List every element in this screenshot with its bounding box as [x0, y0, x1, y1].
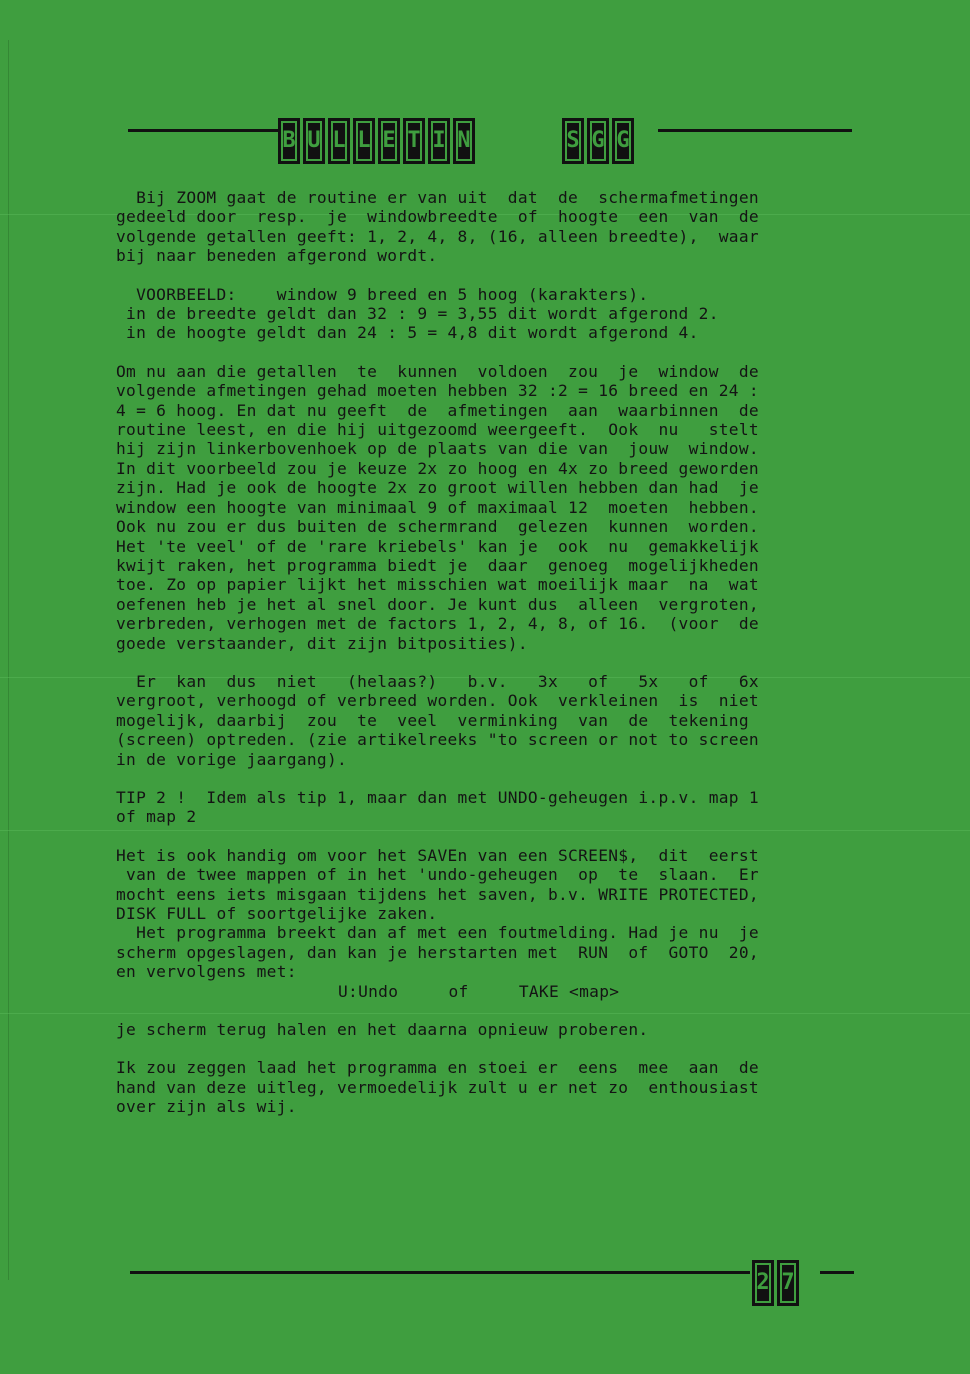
title-letter: L	[328, 118, 350, 164]
bulletin-title	[278, 118, 475, 164]
paragraph-tip-2: TIP 2 ! Idem als tip 1, maar dan met UNDO-geheugen i.p.v. map 1 of map 2	[116, 787, 759, 827]
footer-rule-right	[820, 1271, 854, 1274]
footer-rule-left	[130, 1271, 750, 1274]
article-body	[116, 188, 858, 1117]
command-line: U:Undo of TAKE <map>	[338, 981, 620, 1001]
title-letter: N	[453, 118, 475, 164]
header-rule-right	[658, 129, 852, 132]
title-letter: U	[303, 118, 325, 164]
paragraph-dimensions: Om nu aan die getallen te kunnen voldoen zou je window de volgende afmetingen gehad moeten hebben 32 :2 = 16 breed en 24 : 4 = 6 hoog. En dat nu geeft de afmetingen aan waarbinnen de routine leest, en die hij uitgezoomd weergeeft. Ook nu stelt hij zijn linkerbovenhoek op de plaats van die van jouw window. In dit voorbeeld zou je keuze 2x zo hoog en 4x zo breed geworden zijn. Had je ook de hoogte 2x zo groot willen hebben dan had je window een hoogte van minimaal 9 of maximaal 12 moeten hebben. Ook nu zou er dus buiten de schermrand gelezen kunnen worden. Het 'te veel' of de 'rare kriebels' kan je ook nu gemakkelijk kwijt raken, het programma biedt je daar genoeg mogelijkheden toe. Zo op papier lijkt het misschien wat moeilijk maar na wat oefenen heb je het al snel door. Je kunt dus alleen vergroten, verbreden, verhogen met de factors 1, 2, 4, 8, of 16. (voor de goede verstaander, dit zijn bitposities).	[116, 361, 759, 653]
title-letter: I	[428, 118, 450, 164]
page-edge	[8, 40, 9, 1280]
paragraph-example: VOORBEELD: window 9 breed en 5 hoog (karakters). in de breedte geldt dan 32 : 9 = 3,55 dit wordt afgerond 2. in de hoogte geldt dan 24 : 5 = 4,8 dit wordt afgerond 4.	[126, 284, 719, 343]
title-letter: L	[353, 118, 375, 164]
page-number	[752, 1260, 799, 1306]
title-letter: T	[403, 118, 425, 164]
title-letter: E	[378, 118, 400, 164]
paragraph-retry: je scherm terug halen en het daarna opnieuw proberen.	[116, 1020, 649, 1040]
org-letter: G	[612, 118, 634, 164]
paragraph-closing: Ik zou zeggen laad het programma en stoei er eens mee aan de hand van deze uitleg, vermoedelijk zult u er net zo enthousiast over zijn als wij.	[116, 1058, 759, 1117]
page-digit: 2	[752, 1260, 774, 1306]
org-letter: S	[562, 118, 584, 164]
page-digit: 7	[777, 1260, 799, 1306]
paragraph-limitations: Er kan dus niet (helaas?) b.v. 3x of 5x of 6x vergroot, verhoogd of verbreed worden. Ook verkleinen is niet mogelijk, daarbij zou te veel verminking van de tekening (screen) optreden. (zie artikelreeks "to screen or not to screen in de vorige jaargang).	[116, 671, 759, 769]
paragraph-saving: Het is ook handig om voor het SAVEn van een SCREEN$, dit eerst van de twee mappen of in het 'undo-geheugen op te slaan. Er mocht eens iets misgaan tijdens het saven, b.v. WRITE PROTECTED, DISK FULL of soortgelijke zaken. Het programma breekt dan af met een foutmelding. Had je nu je scherm opgeslagen, dan kan je herstarten met RUN of GOTO 20, en vervolgens met:	[116, 845, 759, 982]
bulletin-header	[128, 118, 852, 174]
org-name	[562, 118, 634, 164]
title-letter: B	[278, 118, 300, 164]
page-footer	[130, 1260, 854, 1316]
header-rule-left	[128, 129, 280, 132]
org-letter: G	[587, 118, 609, 164]
paragraph-zoom-intro: Bij ZOOM gaat de routine er van uit dat de schermafmetingen gedeeld door resp. je windowbreedte of hoogte een van de volgende getallen geeft: 1, 2, 4, 8, (16, alleen breedte), waar bij naar beneden afgerond wordt.	[116, 188, 759, 266]
